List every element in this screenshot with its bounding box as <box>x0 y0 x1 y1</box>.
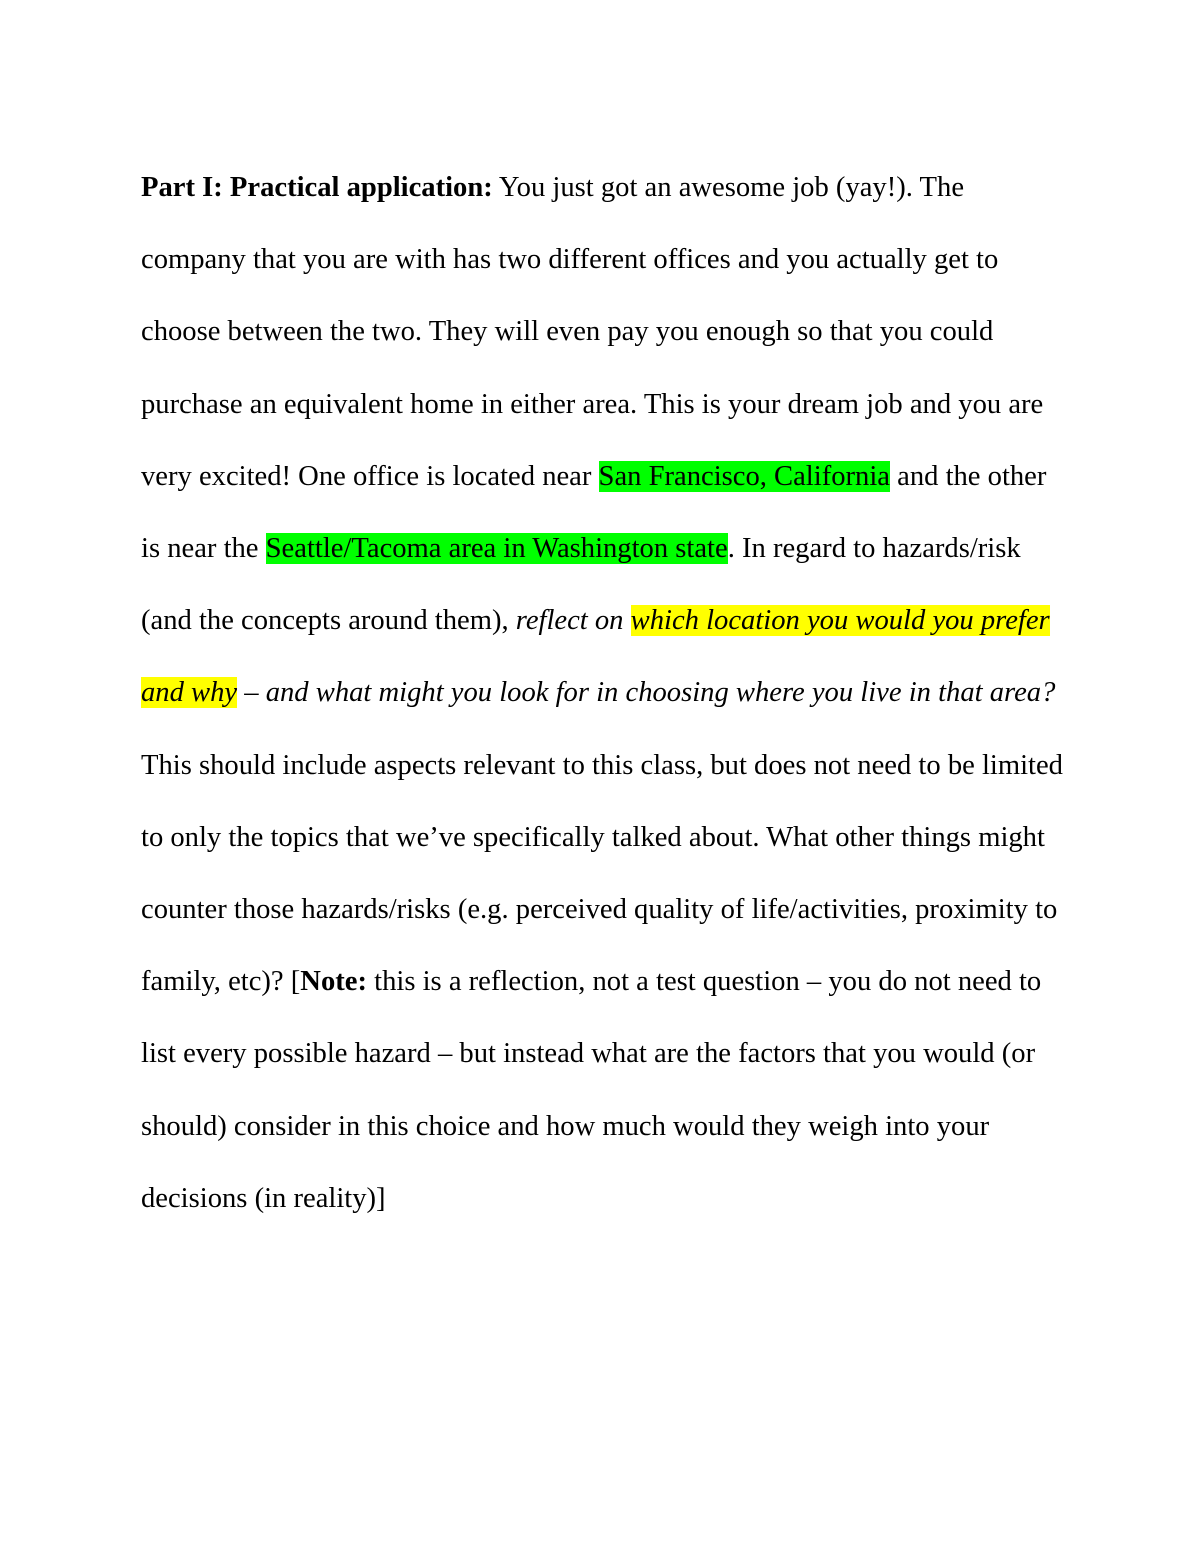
intro-text: You just got an awesome job (yay!). The company that you are with has two different offices and you actually get to choose between the two. They will even pay you enough so that you could purchase an equivalent home in either area. This is your dream job and you are very excited! One office is located near <box>141 172 1044 492</box>
question-continuation: – and what might you look for in choosing where you live in that area? <box>237 677 1056 709</box>
instructions-text: This should include aspects relevant to this class, but does not need to be limited to only the topics that we’ve specifically talked about. What other things might counter those hazards/risks (e.g. perceived quality of life/activities, proximity to family, etc)? [ <box>141 749 1063 998</box>
highlight-location-san-francisco: San Francisco, California <box>598 460 890 492</box>
reflect-prompt: reflect on <box>515 605 631 637</box>
hazards-text: . In regard to hazards/risk (and the concepts around them), <box>141 533 1021 637</box>
highlight-location-seattle-tacoma: Seattle/Tacoma area in Washington state <box>265 533 728 565</box>
section-heading: Part I: Practical application: <box>141 172 493 203</box>
connector-text: and the other is near the <box>141 460 1047 565</box>
assignment-paragraph <box>141 152 1071 1235</box>
note-label: Note: <box>300 966 367 998</box>
note-text: this is a reflection, not a test question – you do not need to list every possible hazard – but instead what are the factors that you would (or should) consider in this choice and how much would they weigh into your decisions (in reality)] <box>141 966 1042 1214</box>
highlight-key-question: which location you would you prefer and why <box>141 605 1050 709</box>
